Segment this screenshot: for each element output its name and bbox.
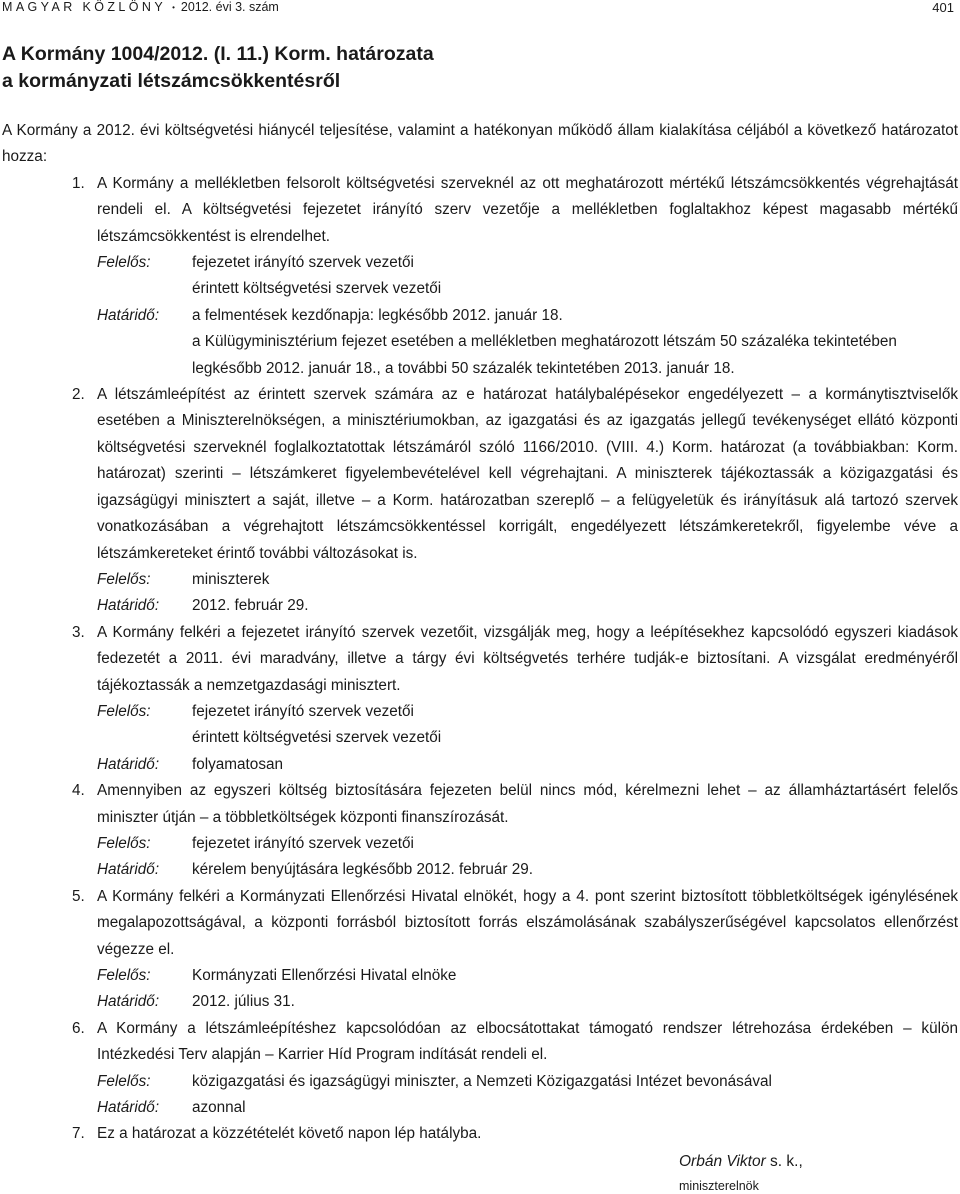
responsible-row (97, 699, 958, 725)
deadline-value: a Külügyminisztérium fejezet esetében a mellékletben meghatározott létszám 50 százaléka tekintetében legkésőbb 2012. január 18., a további 50 százalék tekintetében 2013. január 18. (192, 333, 897, 377)
item-text: A Kormány felkéri a Kormányzati Ellenőrzési Hivatal elnökét, hogy a 4. pont szerint biztosított többletköltségek igénylésének megalapozottságával, a központi forrásból biztosított forrás elszámolásának szabályszerűségével kapcsolatos ellenőrzést végezze el. (97, 887, 958, 958)
signatory-title: miniszterelnök (679, 1179, 759, 1193)
title-line-1: A Kormány 1004/2012. (I. 11.) Korm. határozata (2, 43, 434, 65)
item-text: A Kormány felkéri a fejezetet irányító szervek vezetőit, vizsgálják meg, hogy a leépítésekhez kapcsolódó egyszeri kiadások fedezetét a 2011. évi maradvány, illetve a tárgy évi költségvetés terhére tudják-e biztosítani. A vizsgálat eredményéről tájékoztassák a nemzetgazdasági minisztert. (97, 623, 958, 694)
deadline-label: Határidő: (97, 861, 160, 879)
responsible-label: Felelős: (97, 967, 151, 984)
deadline-value: kérelem benyújtására legkésőbb 2012. február 29. (192, 861, 533, 879)
resolution-item-7 (2, 1121, 958, 1147)
deadline-row (97, 593, 958, 619)
intro-paragraph: A Kormány a 2012. évi költségvetési hiánycél teljesítése, valamint a hatékonyan működő állam kialakítása céljából a következő határozatot hozza: (2, 122, 958, 166)
responsible-label (97, 276, 192, 302)
page-number: 401 (932, 0, 954, 15)
resolution-item-3 (2, 620, 958, 778)
responsible-label (97, 725, 192, 751)
item-text: A Kormány a létszámleépítéshez kapcsolódóan az elbocsátottakat támogató rendszer létrehozása érdekében – külön Intézkedési Terv alapján – Karrier Híd Program indítását rendeli el. (97, 1019, 958, 1064)
resolution-body (2, 118, 958, 1148)
deadline-row (97, 329, 958, 382)
header-separator: • (172, 3, 175, 12)
item-number: 7. (72, 1125, 85, 1143)
resolution-item-6 (2, 1016, 958, 1122)
responsible-row (97, 250, 958, 276)
responsible-label: Felelős: (97, 834, 151, 852)
responsible-value: fejezetet irányító szervek vezetői (192, 702, 414, 720)
resolution-item-5 (2, 884, 958, 1016)
deadline-row (97, 752, 958, 778)
deadline-row (97, 303, 958, 329)
deadline-label (97, 329, 192, 382)
deadline-value: 2012. július 31. (192, 993, 295, 1011)
deadline-label: Határidő: (97, 993, 160, 1011)
responsible-label: Felelős: (97, 1072, 151, 1090)
responsible-value: fejezetet irányító szervek vezetői (192, 834, 414, 852)
deadline-value: folyamatosan (192, 755, 283, 773)
deadline-value: a felmentések kezdőnapja: legkésőbb 2012. január 18. (192, 306, 563, 324)
responsible-value: miniszterek (192, 570, 270, 588)
responsible-value: Kormányzati Ellenőrzési Hivatal elnöke (192, 967, 457, 984)
responsible-row (97, 567, 958, 593)
issue-label: 2012. évi 3. szám (180, 0, 279, 14)
responsible-value: közigazgatási és igazságügyi miniszter, a Nemzeti Közigazgatási Intézet bevonásával (192, 1072, 772, 1090)
resolution-title (2, 41, 434, 95)
responsible-row (97, 963, 958, 989)
journal-name: MAGYAR KÖZLÖNY (2, 0, 167, 14)
deadline-label: Határidő: (97, 306, 160, 324)
responsible-row (97, 276, 958, 302)
responsible-row (97, 725, 958, 751)
deadline-row (97, 989, 958, 1015)
item-number: 1. (72, 174, 85, 192)
resolution-item-4 (2, 778, 958, 884)
title-line-2: a kormányzati létszámcsökkentésről (2, 70, 341, 92)
resolution-item-2 (2, 382, 958, 620)
item-text: A Kormány a mellékletben felsorolt költségvetési szerveknél az ott meghatározott mértékű létszámcsökkentés végrehajtását rendeli el. A költségvetési fejezetet irányító szerv vezetője a mellékletben foglaltakhoz képest magasabb mértékű létszámcsökkentést is elrendelhet. (97, 174, 958, 245)
responsible-label: Felelős: (97, 702, 151, 720)
deadline-label: Határidő: (97, 1099, 160, 1117)
responsible-row (97, 1069, 958, 1095)
signature (679, 1151, 803, 1173)
journal-header (2, 0, 279, 14)
item-text: Ez a határozat a közzétételét követő napon lép hatályba. (97, 1125, 482, 1143)
signatory-name: Orbán Viktor (679, 1153, 766, 1170)
responsible-value: érintett költségvetési szervek vezetői (192, 729, 442, 747)
responsible-value: érintett költségvetési szervek vezetői (192, 280, 442, 298)
responsible-label: Felelős: (97, 254, 151, 272)
deadline-value: azonnal (192, 1099, 246, 1117)
resolution-item-1 (2, 171, 958, 382)
item-number: 2. (72, 386, 85, 404)
responsible-row (97, 831, 958, 857)
deadline-row (97, 1095, 958, 1121)
responsible-value: fejezetet irányító szervek vezetői (192, 254, 414, 272)
deadline-label: Határidő: (97, 755, 160, 773)
deadline-value: 2012. február 29. (192, 597, 309, 615)
item-number: 6. (72, 1019, 85, 1037)
item-number: 3. (72, 623, 85, 641)
item-number: 4. (72, 782, 85, 800)
responsible-label: Felelős: (97, 570, 151, 588)
signature-suffix: s. k., (765, 1153, 803, 1170)
item-text: Amennyiben az egyszeri költség biztosítására fejezeten belül nincs mód, kérelmezni lehet – az államháztartásért felelős miniszter útján – a többletköltségek központi finanszírozását. (97, 782, 958, 826)
deadline-label: Határidő: (97, 597, 160, 615)
deadline-row (97, 857, 958, 883)
item-text: A létszámleépítést az érintett szervek számára az e határozat hatálybalépésekor engedélyezett – a kormánytisztviselők esetében a Miniszterelnökségen, a minisztériumokban, az igazgatási és az igazgatás jellegű tevékenységet ellátó központi költségvetési szerveknél foglalkoztatottak létszámáról szóló 1166/2010. (VIII. 4.) Korm. határozat (a továbbiakban: Korm. határozat) szerinti – létszámkeret figyelembevételével kell végrehajtani. A miniszterek tájékoztassák a közigazgatási és igazságügyi minisztert a saját, illetve – a Korm. határozatban szereplő – a felügyeletük és irányításuk alá tartozó szervek vonatkozásában a végrehajtott létszámcsökkentéssel korrigált, engedélyezett létszámkeretekről, figyelembe véve a létszámkereteket érintő további változásokat is. (97, 386, 958, 562)
item-number: 5. (72, 887, 85, 905)
page-header (2, 0, 954, 22)
